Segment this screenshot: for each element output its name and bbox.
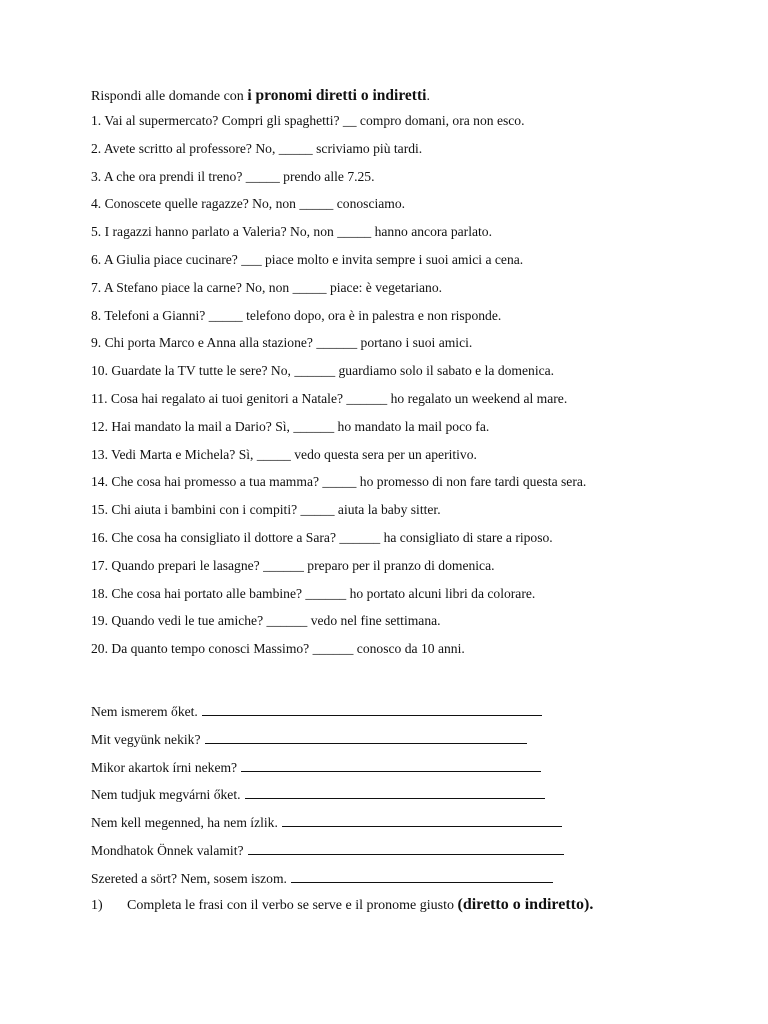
question-item: 16. Che cosa ha consigliato il dottore a Sara? ______ ha consigliato di stare a riposo.	[91, 529, 553, 545]
question-item: 14. Che cosa hai promesso a tua mamma? _____ ho promesso di non fare tardi questa sera.	[91, 474, 587, 490]
translation-text: Nem ismerem őket.	[91, 703, 198, 719]
instructions-suffix: .	[426, 89, 430, 104]
translation-text: Mikor akartok írni nekem?	[91, 759, 238, 775]
question-item: 6. A Giulia piace cucinare? ___ piace molto e invita sempre i suoi amici a cena.	[91, 251, 524, 267]
question-item: 18. Che cosa hai portato alle bambine? ______ ho portato alcuni libri da colorare.	[91, 585, 536, 601]
instructions	[91, 86, 711, 107]
question-item: 1. Vai al supermercato? Compri gli spaghetti? __ compro domani, ora non esco.	[91, 113, 525, 128]
translation-item	[91, 726, 711, 754]
translation-text: Mit vegyünk nekik?	[91, 731, 201, 747]
answer-line[interactable]	[245, 786, 545, 799]
question-item: 9. Chi porta Marco e Anna alla stazione? ______ portano i suoi amici.	[91, 335, 473, 351]
answer-line[interactable]	[248, 842, 564, 855]
exercise-heading	[91, 893, 711, 918]
instructions-emphasis: i pronomi diretti o indiretti	[247, 87, 427, 104]
question-item: 2. Avete scritto al professore? No, _____ scriviamo più tardi.	[91, 140, 423, 156]
translation-item	[91, 837, 711, 865]
translation-item	[91, 809, 711, 837]
question-item: 15. Chi aiuta i bambini con i compiti? _____ aiuta la baby sitter.	[91, 502, 441, 518]
translation-item	[91, 781, 711, 809]
exercise-text: Completa le frasi con il verbo se serve e il pronome giusto	[127, 897, 458, 913]
question-list	[91, 107, 711, 663]
translation-item	[91, 865, 711, 893]
question-item: 12. Hai mandato la mail a Dario? Sì, ______ ho mandato la mail poco fa.	[91, 418, 490, 434]
answer-line[interactable]	[205, 731, 527, 744]
question-item: 7. A Stefano piace la carne? No, non _____ piace: è vegetariano.	[91, 279, 443, 295]
worksheet	[91, 86, 711, 918]
question-item: 8. Telefoni a Gianni? _____ telefono dopo, ora è in palestra e non risponde.	[91, 307, 502, 323]
question-item: 3. A che ora prendi il treno? _____ prendo alle 7.25.	[91, 168, 375, 184]
answer-line[interactable]	[241, 759, 541, 772]
question-item: 19. Quando vedi le tue amiche? ______ vedo nel fine settimana.	[91, 613, 441, 629]
translation-text: Szereted a sört? Nem, sosem iszom.	[91, 870, 287, 886]
instructions-prefix: Rispondi alle domande con	[91, 89, 248, 104]
translation-item	[91, 754, 711, 782]
question-item: 20. Da quanto tempo conosci Massimo? ______ conosco da 10 anni.	[91, 641, 465, 657]
exercise-number: 1)	[91, 897, 103, 913]
translation-item	[91, 698, 711, 726]
translation-text: Mondhatok Önnek valamit?	[91, 842, 244, 858]
question-item: 17. Quando prepari le lasagne? ______ preparo per il pranzo di domenica.	[91, 557, 495, 573]
translation-list	[91, 698, 711, 893]
translation-text: Nem kell megenned, ha nem ízlik.	[91, 815, 278, 831]
exercise-emphasis: (diretto o indiretto).	[457, 895, 594, 913]
question-item: 10. Guardate la TV tutte le sere? No, ______ guardiamo solo il sabato e la domenica.	[91, 363, 555, 379]
question-item: 11. Cosa hai regalato ai tuoi genitori a Natale? ______ ho regalato un weekend al mare.	[91, 390, 568, 406]
answer-line[interactable]	[202, 703, 542, 716]
question-item: 5. I ragazzi hanno parlato a Valeria? No, non _____ hanno ancora parlato.	[91, 224, 492, 240]
question-item: 4. Conoscete quelle ragazze? No, non _____ conosciamo.	[91, 196, 406, 212]
translation-text: Nem tudjuk megvárni őket.	[91, 787, 241, 803]
answer-line[interactable]	[282, 814, 562, 827]
question-item: 13. Vedi Marta e Michela? Sì, _____ vedo questa sera per un aperitivo.	[91, 446, 477, 462]
answer-line[interactable]	[291, 870, 553, 883]
